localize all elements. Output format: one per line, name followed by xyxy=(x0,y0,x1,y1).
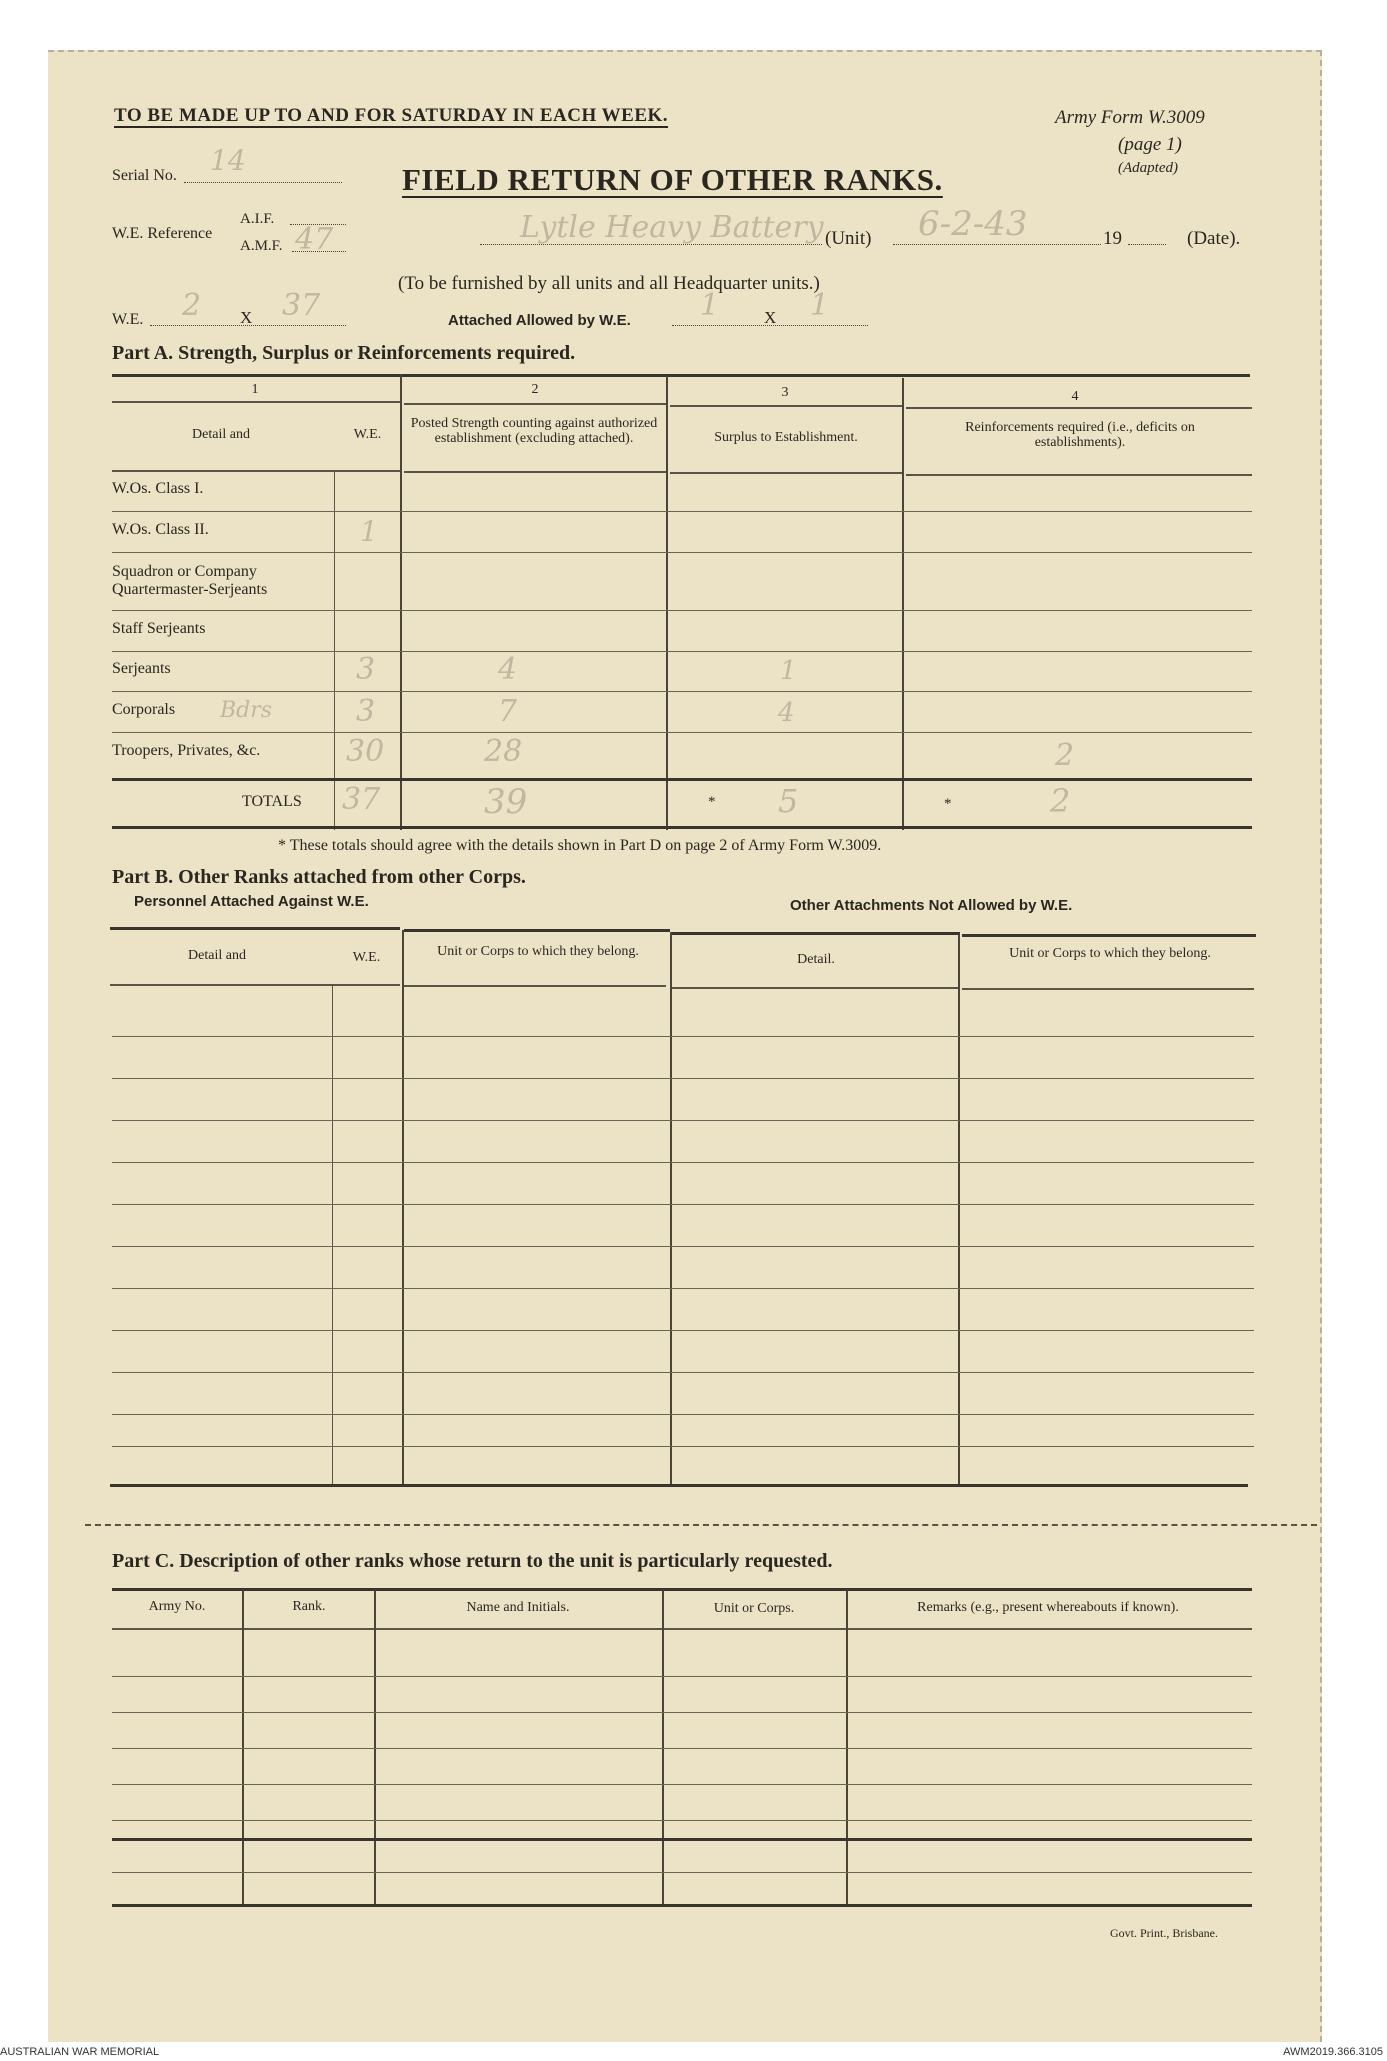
col-surplus-header: Surplus to Establishment. xyxy=(714,430,858,445)
adapted-note: (Adapted) xyxy=(1118,160,1178,176)
cell-posted-troopers: 28 xyxy=(484,734,523,769)
serial-handwritten: 14 xyxy=(210,144,246,177)
we-x: X xyxy=(240,308,253,327)
we-value-b: 37 xyxy=(282,288,321,323)
totals-label: TOTALS xyxy=(242,793,302,810)
year-field[interactable] xyxy=(1128,224,1166,245)
col-num-2: 2 xyxy=(531,382,539,397)
b-col-unit-header: Unit or Corps to which they belong. xyxy=(437,944,639,959)
row-label-wos-class-2: W.Os. Class II. xyxy=(112,521,209,538)
row-label-corporals: Corporals xyxy=(112,701,176,718)
date-label: (Date). xyxy=(1187,228,1241,249)
attached-value-b: 1 xyxy=(810,288,830,323)
attached-allowed-label: Attached Allowed by W.E. xyxy=(448,312,631,329)
part-b-title: Part B. Other Ranks attached from other Corps. xyxy=(112,866,526,888)
part-b-sub-right: Other Attachments Not Allowed by W.E. xyxy=(790,897,1073,914)
aif-label: A.I.F. xyxy=(240,211,275,227)
we-label: W.E. xyxy=(112,311,144,328)
c-col-unit: Unit or Corps. xyxy=(713,1601,795,1616)
b-col-we-header: W.E. xyxy=(352,950,381,965)
page-number: (page 1) xyxy=(1118,134,1182,155)
cell-posted-corporals: 7 xyxy=(498,694,518,729)
col-num-4: 4 xyxy=(1071,389,1079,404)
cell-we-troopers: 30 xyxy=(346,734,385,769)
archive-credit: AUSTRALIAN WAR MEMORIAL xyxy=(0,2046,160,2058)
c-col-rank: Rank. xyxy=(292,1599,326,1614)
part-b-sub-left: Personnel Attached Against W.E. xyxy=(134,893,369,910)
furnished-note: (To be furnished by all units and all Headquarter units.) xyxy=(398,273,820,294)
serial-field[interactable] xyxy=(184,162,342,183)
reinf-asterisk: * xyxy=(944,796,952,812)
total-we: 37 xyxy=(342,782,381,817)
col-num-3: 3 xyxy=(781,385,789,400)
unit-handwritten: Lytle Heavy Battery xyxy=(520,210,824,245)
year-label: 19 xyxy=(1103,228,1122,249)
totals-footnote: * These totals should agree with the details shown in Part D on page 2 of Army Form W.3009. xyxy=(278,837,882,854)
col-posted-header: Posted Strength counting against authorized establishment (excluding attached). xyxy=(410,416,658,446)
row-label-wos-class-1: W.Os. Class I. xyxy=(112,480,204,497)
cell-we-serjeants: 3 xyxy=(356,652,376,687)
army-form-number: Army Form W.3009 xyxy=(1055,107,1205,128)
tear-off-line xyxy=(85,1524,1317,1526)
c-col-remarks: Remarks (e.g., present whereabouts if known). xyxy=(917,1600,1179,1615)
we-reference-label: W.E. Reference xyxy=(112,225,213,242)
cell-surplus-corporals: 4 xyxy=(778,698,795,728)
corporals-note: Bdrs xyxy=(220,698,273,723)
part-c-title: Part C. Description of other ranks whose return to the unit is particularly requested. xyxy=(112,1550,833,1572)
cell-we-wos2: 1 xyxy=(360,515,378,548)
total-surplus: 5 xyxy=(778,782,799,820)
row-label-quartermaster: Squadron or Company Quartermaster-Serjeants xyxy=(112,563,268,598)
col-we-header: W.E. xyxy=(353,427,382,442)
cell-reinf-troopers: 2 xyxy=(1055,738,1075,773)
cell-posted-serjeants: 4 xyxy=(498,652,518,687)
attached-x: X xyxy=(764,308,777,327)
printer-credit: Govt. Print., Brisbane. xyxy=(1110,1926,1218,1940)
date-handwritten: 6-2-43 xyxy=(918,204,1028,244)
total-reinf: 2 xyxy=(1050,782,1071,820)
b-col-detail2-header: Detail. xyxy=(797,952,835,967)
row-label-staff-serjeants: Staff Serjeants xyxy=(112,620,206,637)
serial-label: Serial No. xyxy=(112,167,177,184)
total-posted: 39 xyxy=(484,782,528,822)
col-reinf-header: Reinforcements required (i.e., deficits on establishments). xyxy=(965,420,1195,450)
attached-value-a: 1 xyxy=(700,288,720,323)
col-num-1: 1 xyxy=(251,382,259,397)
archive-reference: AWM2019.366.3105 xyxy=(1283,2046,1383,2058)
c-col-name: Name and Initials. xyxy=(466,1600,570,1615)
page-title: FIELD RETURN OF OTHER RANKS. xyxy=(402,162,943,197)
we-ref-handwritten: 47 xyxy=(295,222,334,257)
row-label-serjeants: Serjeants xyxy=(112,660,171,677)
b-col-unit2-header: Unit or Corps to which they belong. xyxy=(1009,946,1211,961)
unit-label: (Unit) xyxy=(825,228,872,249)
cell-surplus-serjeants: 1 xyxy=(780,656,797,686)
we-value-a: 2 xyxy=(182,288,202,323)
amf-label: A.M.F. xyxy=(240,238,283,254)
part-a-title: Part A. Strength, Surplus or Reinforcements required. xyxy=(112,342,576,364)
col-detail-header: Detail and xyxy=(192,427,250,442)
row-label-troopers: Troopers, Privates, &c. xyxy=(112,742,261,759)
c-col-army-no: Army No. xyxy=(148,1599,206,1614)
surplus-asterisk: * xyxy=(708,794,716,810)
instruction-line: TO BE MADE UP TO AND FOR SATURDAY IN EACH WEEK. xyxy=(114,105,669,126)
cell-we-corporals: 3 xyxy=(356,694,376,729)
b-col-detail-header: Detail and xyxy=(188,948,246,963)
